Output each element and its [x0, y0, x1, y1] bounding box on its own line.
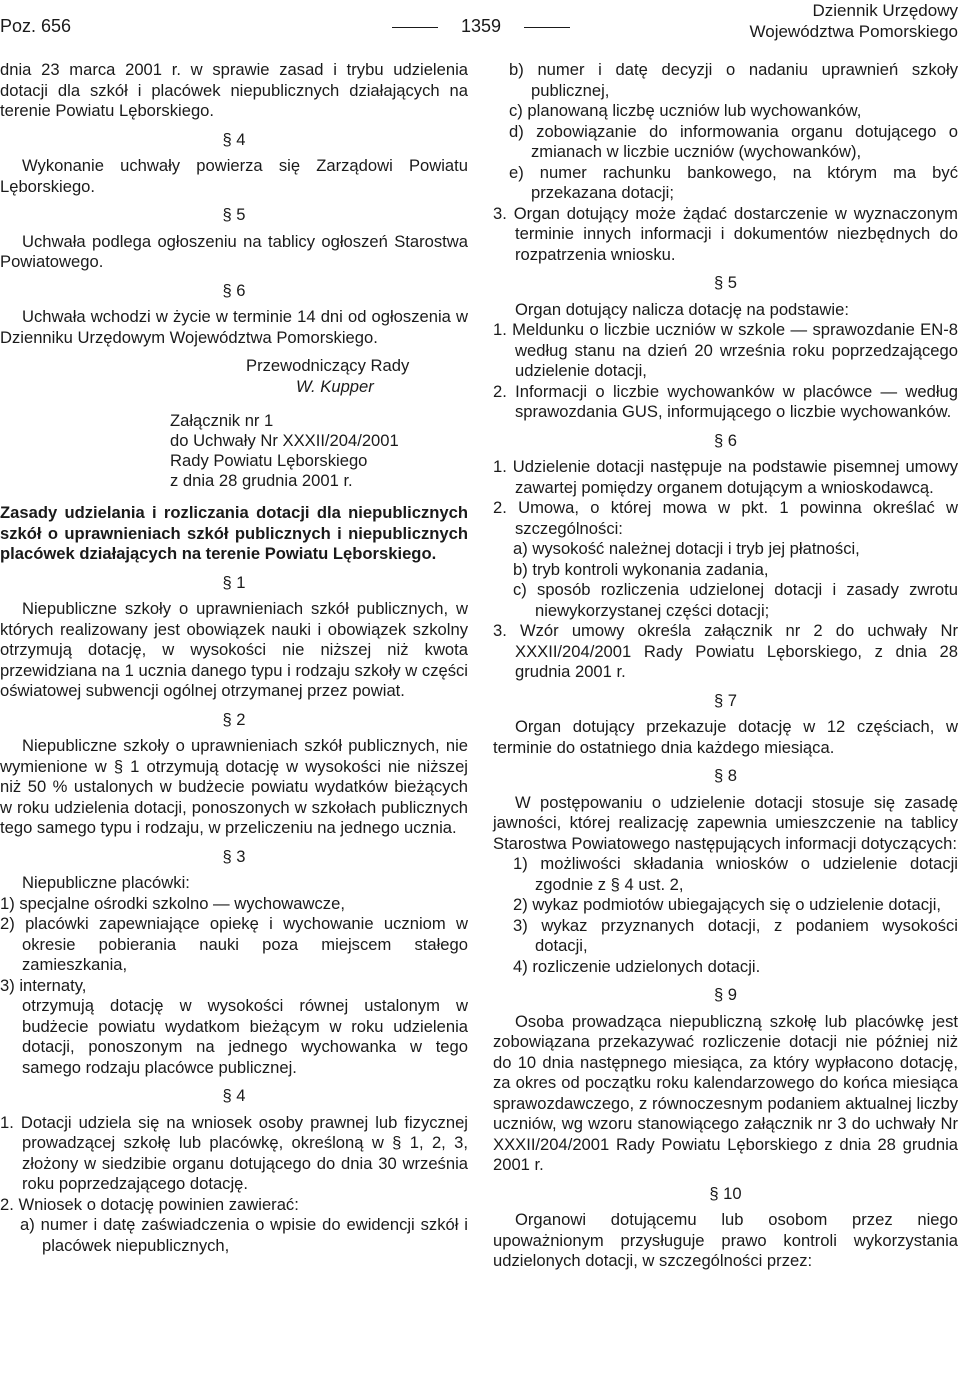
paragraph: Niepubliczne szkoły o uprawnieniach szkół publicznych, w których realizowany jest obowiązek nauki i obowiązek szkolny otrzymują dotację, w wysokości nie niższej niż kwota przewidziana na 1 ucznia danego typu i rodzaju szkoły w części oświatowej subwencji ogólnej otrzymanej przez powiat.	[0, 599, 468, 700]
list-item: 3. Organ dotujący może żądać dostarczenie w wyznaczonym terminie innych informacji i dokumentów niezbędnych do rozpatrzenia wniosku.	[493, 203, 958, 264]
list-item: 1. Dotacji udziela się na wniosek osoby prawnej lub fizycznej prowadzącej szkołę lub placówkę, określoną w § 1, 2, 3, złożony w siedzibie organu dotującego do dnia 30 września roku poprzedzającego dotację.	[0, 1112, 468, 1193]
list-item: 2. Umowa, o której mowa w pkt. 1 powinna określać w szczególności:	[493, 498, 958, 538]
paragraph: W postępowaniu o udzielenie dotacji stosuje się zasadę jawności, której realizację zapewnia umieszczenie na tablicy Starostwa Powiatowego następujących informacji dotyczących:	[493, 792, 958, 853]
list-item: 3) internaty,	[0, 975, 87, 995]
paragraph: Niepubliczne placówki:	[22, 873, 190, 892]
attachment-line: do Uchwały Nr XXXII/204/2001	[170, 431, 399, 450]
page-header	[0, 0, 960, 48]
paragraph: Osoba prowadząca niepubliczną szkołę lub placówkę jest zobowiązana przekazywać rozliczenie dotacji nie później niż do 10 dnia następnego miesiąca, za który wypłacono dotację, za okres od początku roku kalendarzowego do końca miesiąca sprawozdawczego, z równoczesnym podaniem aktualnej liczby uczniów, wg wzoru stanowiącego załącznik nr 3 do uchwały Nr XXXII/204/2001 Rady Powiatu Lęborskiego z dnia 28 grudnia 2001 r.	[493, 1011, 958, 1174]
attachment-reference	[0, 411, 468, 491]
list-subitem: c) sposób rozliczenia udzielonej dotacji i zasady zwrotu niewykorzystanej części dotacji;	[513, 580, 958, 620]
paragraph: Uchwała wchodzi w życie w terminie 14 dni od ogłoszenia w Dzienniku Urzędowym Województwa Pomorskiego.	[0, 307, 468, 347]
page-number: 1359	[412, 16, 550, 37]
list-subitem: b) numer i datę decyzji o nadaniu uprawnień szkoły publicznej,	[509, 60, 958, 100]
section-heading: § 8	[713, 766, 738, 785]
attachment-line: Rady Powiatu Lęborskiego	[170, 451, 368, 470]
section-heading: § 6	[222, 280, 246, 300]
paragraph: otrzymują dotację w wysokości równej ustalonym w budżecie powiatu wydatkom bieżącym w roku udzielenia dotacji, ponoszonym na jednego wychowanka w tego samego rodzaju placówce publicznej.	[22, 996, 468, 1077]
list-item: 2. Informacji o liczbie wychowanków w placówce — według sprawozdania GUS, informującego o liczbie wychowanków.	[493, 381, 958, 421]
list-item: 2) placówki zapewniające opiekę i wychowanie uczniom w okresie pobierania nauki poza miejscem stałego zamieszkania,	[0, 914, 468, 974]
signatory-title: Przewodniczący Rady	[246, 356, 410, 375]
position-label: Poz. 656	[0, 16, 72, 36]
list-subitem: d) zobowiązanie do informowania organu dotującego o zmianach w liczbie uczniów (wychowanków),	[509, 121, 958, 161]
list-subitem: 1) możliwości składania wniosków o udzielenie dotacji zgodnie z § 4 ust. 2,	[513, 854, 958, 894]
journal-title-line1: Dziennik Urzędowy	[812, 1, 958, 20]
list-item: 3. Wzór umowy określa załącznik nr 2 do uchwały Nr XXXII/204/2001 Rady Powiatu Lęborskiego, z dnia 28 grudnia 2001 r.	[493, 621, 958, 681]
section-heading: § 1	[222, 572, 246, 592]
section-heading: § 5	[713, 273, 738, 292]
paragraph: Uchwała podlega ogłoszeniu na tablicy ogłoszeń Starostwa Powiatowego.	[0, 231, 468, 271]
right-column	[493, 60, 958, 1272]
list-subitem: a) wysokość należnej dotacji i tryb jej płatności,	[513, 539, 860, 558]
paragraph: Organ dotujący nalicza dotację na podstawie:	[515, 299, 849, 319]
list-subitem: 4) rozliczenie udzielonych dotacji.	[513, 956, 761, 976]
list-subitem: b) tryb kontroli wykonania zadania,	[513, 559, 769, 579]
section-heading: § 5	[222, 205, 246, 224]
list-subitem: e) numer rachunku bankowego, na którym ma być przekazana dotacji;	[509, 162, 958, 202]
section-heading: § 10	[709, 1183, 742, 1203]
section-heading: § 3	[222, 846, 246, 866]
section-heading: § 9	[713, 985, 738, 1004]
section-heading: § 4	[222, 129, 246, 149]
paragraph: Wykonanie uchwały powierza się Zarządowi Powiatu Lęborskiego.	[0, 156, 468, 196]
section-heading: § 7	[713, 690, 738, 710]
list-subitem: 3) wykaz przyznanych dotacji, z podaniem wysokości dotacji,	[513, 915, 958, 955]
attachment-line: z dnia 28 grudnia 2001 r.	[170, 471, 353, 490]
list-subitem: 2) wykaz podmiotów ubiegających się o udzielenie dotacji,	[513, 895, 941, 914]
journal-title-line2: Województwa Pomorskiego	[749, 22, 958, 41]
list-item: 1. Meldunku o liczbie uczniów w szkole — sprawozdanie EN-8 według stanu na dzień 20 września roku poprzedzającego udzielenie dotacji,	[493, 320, 958, 380]
list-item: 1) specjalne ośrodki szkolno — wychowawcze,	[0, 893, 345, 913]
journal-title	[750, 0, 959, 42]
attachment-line: Załącznik nr 1	[170, 411, 274, 430]
section-heading: § 4	[222, 1086, 246, 1105]
signatory-name: W. Kupper	[296, 376, 374, 396]
document-title: Zasady udzielania i rozliczania dotacji dla niepublicznych szkół o uprawnieniach szkół publicznych i niepublicznych placówek działających na terenie Powiatu Lęborskiego.	[0, 503, 468, 563]
section-heading: § 2	[222, 709, 246, 729]
list-subitem: c) planowaną liczbę uczniów lub wychowanków,	[509, 101, 862, 120]
paragraph: Organ dotujący przekazuje dotację w 12 częściach, w terminie do ostatniego dnia każdego miesiąca.	[493, 717, 958, 757]
list-item: 1. Udzielenie dotacji następuje na podstawie pisemnej umowy zawartej pomiędzy organem dotującym a wnioskodawcą.	[493, 457, 958, 497]
left-column	[0, 60, 468, 1256]
intro-text: dnia 23 marca 2001 r. w sprawie zasad i trybu udzielenia dotacji dla szkół i placówek niepublicznych działających na terenie Powiatu Lęborskiego.	[0, 60, 468, 120]
list-item: 2. Wniosek o dotację powinien zawierać:	[0, 1194, 299, 1214]
section-heading: § 6	[713, 430, 738, 450]
paragraph: Organowi dotującemu lub osobom przez niego upoważnionym przysługuje prawo kontroli wykorzystania udzielonych dotacji, w szczególności przez:	[493, 1210, 958, 1270]
paragraph: Niepubliczne szkoły o uprawnieniach szkół publicznych, nie wymienione w § 1 otrzymują dotację w wysokości nie niższej niż 50 % ustalonych w budżecie powiatu wydatków bieżących w roku udzielenia dotacji, ponoszonych w szkołach publicznych tego samego typu i rodzaju, w przeliczeniu na jednego ucznia.	[0, 736, 468, 837]
list-subitem: a) numer i datę zaświadczenia o wpisie do ewidencji szkół i placówek niepublicznych,	[20, 1215, 468, 1255]
